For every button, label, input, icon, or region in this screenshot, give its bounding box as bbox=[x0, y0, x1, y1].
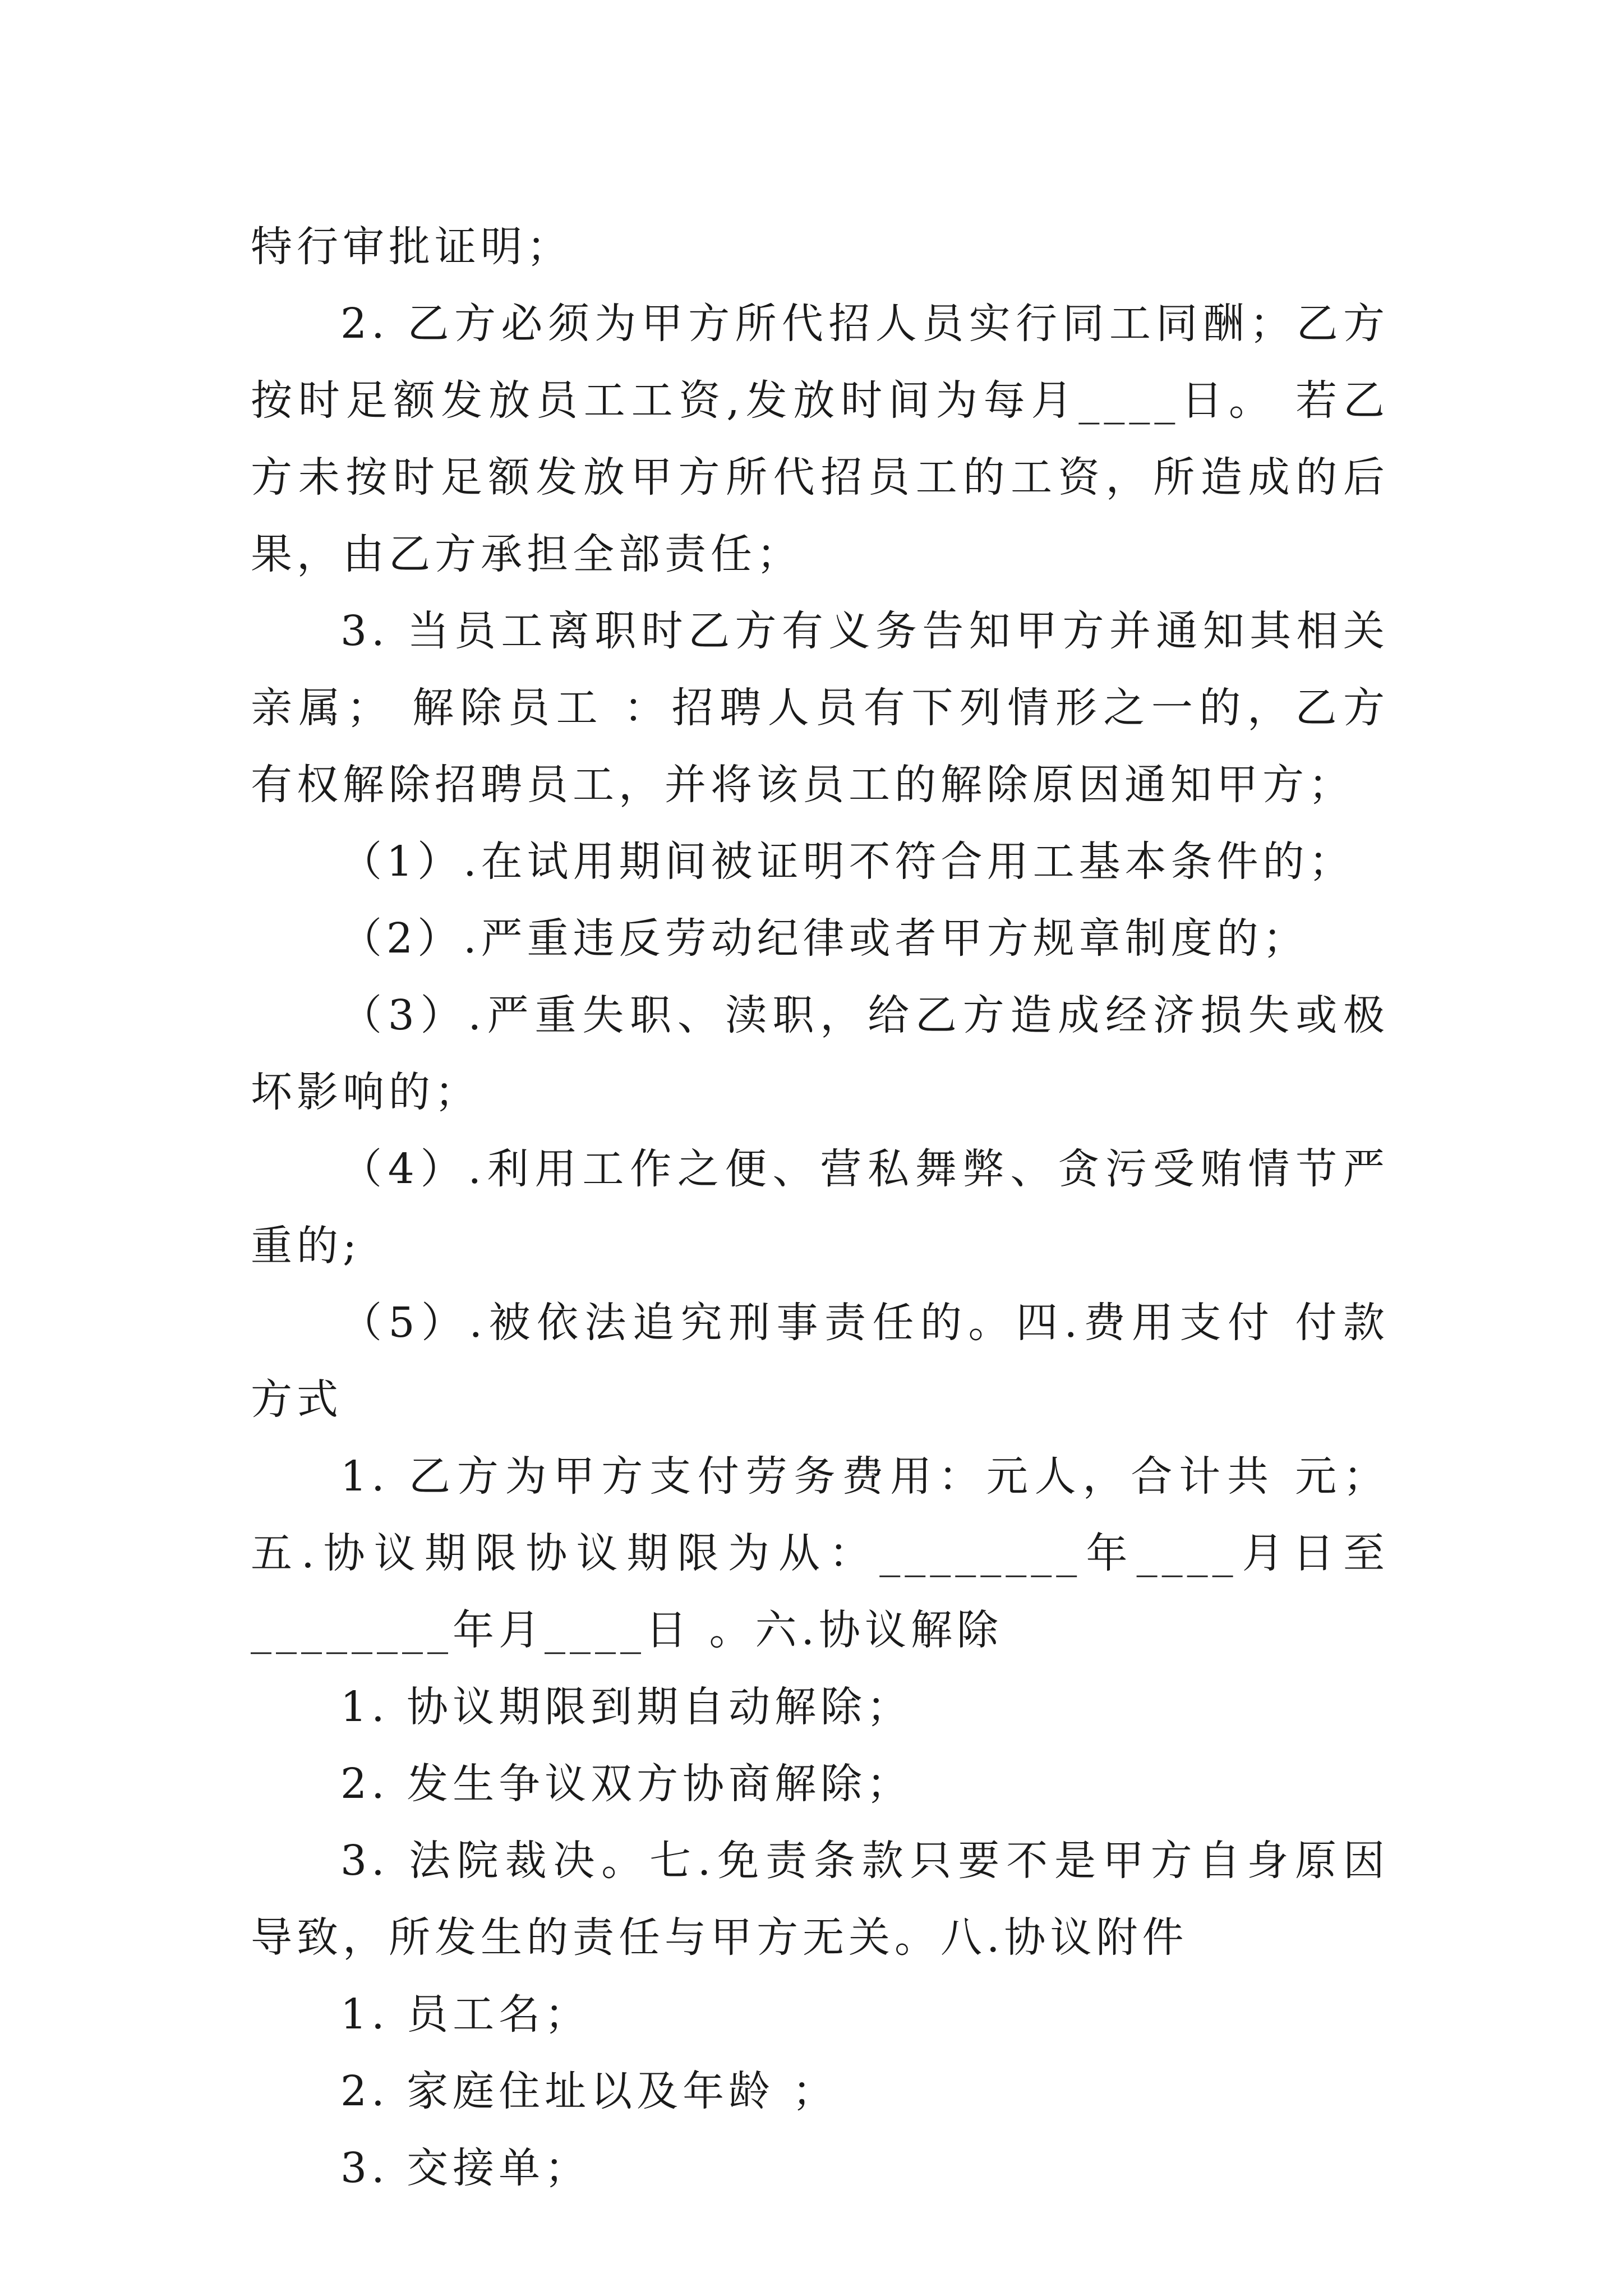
paragraph-item-5-payment: （5）.被依法追究刑事责任的。四.费用支付 付款方式 bbox=[251, 1299, 1389, 1424]
paragraph-item-2: （2）.严重违反劳动纪律或者甲方规章制度的； bbox=[340, 914, 1309, 963]
paragraph-attachment-1: 1. 员工名； bbox=[340, 1990, 591, 2039]
paragraph-clause-2-wages: 2. 乙方必须为甲方所代招人员实行同工同酬；乙方按时足额发放员工工资,发放时间为每月____日。 若乙方未按时足额发放甲方所代招员工的工资，所造成的后果，由乙方承担全部责任； bbox=[251, 300, 1389, 578]
paragraph-item-3: （3）.严重失职、渎职，给乙方造成经济损失或极坏影响的； bbox=[251, 991, 1389, 1116]
paragraph-item-4: （4）.利用工作之便、营私舞弊、贪污受贿情节严重的; bbox=[251, 1145, 1389, 1270]
paragraph-attachment-3: 3. 交接单； bbox=[340, 2144, 591, 2192]
paragraph-attachment-2: 2. 家庭住址以及年龄 ； bbox=[340, 2067, 838, 2115]
paragraph-fee-and-term: 1. 乙方为甲方支付劳务费用：元人，合计共 元；五.协议期限协议期限为从：________年____月日至________年月____日 。六.协议解除 bbox=[251, 1452, 1389, 1654]
paragraph-approval-proof: 特行审批证明； bbox=[251, 223, 573, 271]
paragraph-termination-1: 1. 协议期限到期自动解除； bbox=[340, 1683, 913, 1731]
paragraph-clause-3-dismissal: 3. 当员工离职时乙方有义务告知甲方并通知其相关亲属； 解除员工 ：招聘人员有下列情形之一的，乙方有权解除招聘员工，并将该员工的解除原因通知甲方； bbox=[251, 607, 1389, 809]
paragraph-termination-2: 2. 发生争议双方协商解除； bbox=[340, 1760, 913, 1808]
paragraph-item-1: （1）.在试用期间被证明不符合用工基本条件的； bbox=[340, 838, 1355, 886]
document-body bbox=[251, 209, 1389, 2207]
paragraph-termination-3-exemption: 3. 法院裁决。七.免责条款只要不是甲方自身原因导致，所发生的责任与甲方无关。八.协议附件 bbox=[251, 1837, 1389, 1962]
